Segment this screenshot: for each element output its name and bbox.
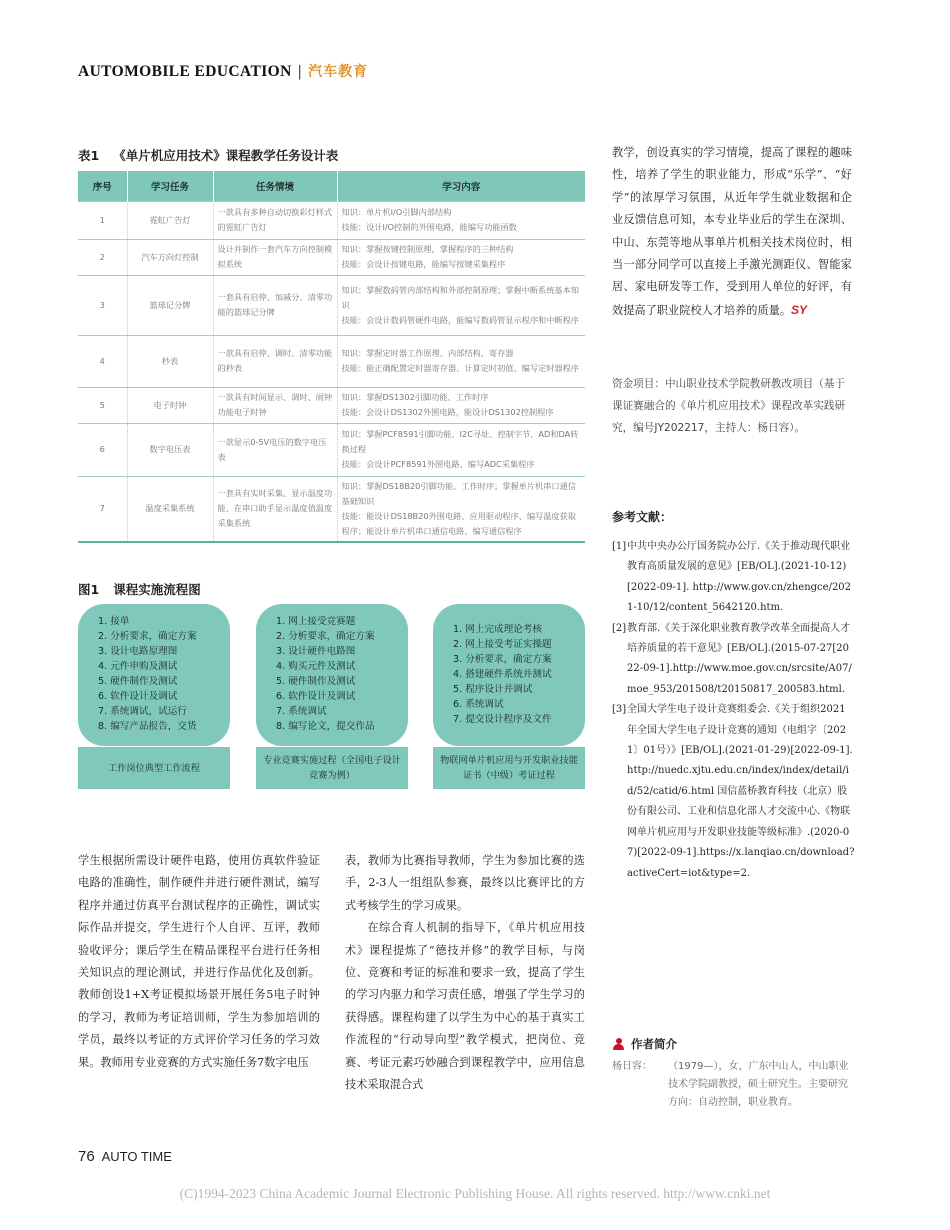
flow-step: 3. 设计电路原理图: [98, 646, 178, 657]
flow-label-job: 工作岗位典型工作流程: [78, 747, 230, 789]
row-task: 秒表: [127, 335, 213, 387]
flow-step: 7. 提交设计程序及文件: [453, 714, 552, 725]
row-scenario: 一款显示0-5V电压的数字电压表: [213, 423, 337, 476]
row-number: 7: [78, 476, 127, 542]
row-content: [337, 423, 585, 476]
flow-step: 3. 设计硬件电路图: [276, 646, 356, 657]
flow-box-competition: [256, 604, 408, 746]
reference-number: [2]: [612, 622, 627, 634]
row-knowledge: 知识：单片机I/O引脚内部结构: [341, 207, 452, 217]
row-scenario: 一款具有多种自动切换彩灯样式的霓虹广告灯: [213, 201, 337, 239]
reference-text: 全国大学生电子设计竞赛组委会.《关于组织2021年全国大学生电子设计竞赛的通知（电组字〔2021〕01号）》[EB/OL].(2021-01-29)[2022-09-1].http://nuedc.xjtu.edu.cn/index/index/detail/id/52/catid/6.html 国信蓝桥教育科技（北京）股份有限公司、工业和信息化部人才交流中心.《物联网单片机应用与开发职业技能等级标准》.(2020-07)[2022-09-1].https://x.lanqiao.cn/download?activeCert=iot&type=2.: [627, 704, 855, 879]
flow-step: 4. 元件申购及测试: [98, 661, 178, 672]
row-content: [337, 239, 585, 275]
header-cell: 序号: [92, 181, 112, 193]
reference-text: 中共中央办公厅国务院办公厅.《关于推动现代职业教育高质量发展的意见》[EB/OL].(2021-10-12)[2022-09-1]. http://www.gov.cn/zhengce/2021-10/12/content_5642120.htm.: [627, 541, 852, 614]
header-cell: 任务情境: [213, 171, 337, 201]
row-knowledge: 知识：掌握DS18B20引脚功能、工作时序；掌握单片机串口通信基础知识: [341, 480, 576, 506]
row-skill: 技能：会设计数码管硬件电路，能编写数码管显示程序和中断程序: [341, 314, 579, 325]
flow-step: 7. 系统调试: [276, 706, 327, 717]
flow-step: 5. 程序设计并调试: [453, 684, 533, 695]
fund-note: 资金项目：中山职业技术学院教研教改项目（基于课证赛融合的《单片机应用技术》课程改革实践研究，编号JY202217，主持人：杨日容）。: [612, 378, 846, 434]
row-content: [337, 387, 585, 423]
table-row: [78, 476, 585, 542]
figure-caption-title: 课程实施流程图: [113, 582, 201, 597]
row-knowledge: 知识：掌握DS1302引脚功能、工作时序: [341, 392, 489, 402]
row-task: 霓虹广告灯: [127, 201, 213, 239]
row-task: 数字电压表: [127, 423, 213, 476]
row-scenario: 一款具有时间显示、调时、闹钟功能电子时钟: [213, 387, 337, 423]
table-caption-title: 《单片机应用技术》课程教学任务设计表: [113, 148, 339, 163]
row-number: 6: [78, 423, 127, 476]
row-number: 2: [78, 239, 127, 275]
flow-label-certificate: 物联网单片机应用与开发职业技能证书（中级）考证过程: [433, 747, 585, 789]
row-task: 温度采集系统: [127, 476, 213, 542]
flow-step: 5. 硬件制作及测试: [276, 676, 356, 687]
reference-number: [3]: [612, 704, 627, 716]
reference-number: [1]: [612, 541, 627, 552]
row-skill: 技能：会设计PCF8591外围电路、编写ADC采集程序: [341, 459, 535, 469]
table-row: [78, 423, 585, 476]
header-en: AUTOMOBILE EDUCATION: [78, 63, 292, 80]
flow-step: 2. 分析要求，确定方案: [98, 631, 197, 642]
flow-step: 6. 软件设计及调试: [276, 691, 356, 702]
flow-step: 3. 分析要求，确定方案: [453, 654, 552, 665]
header-separator: |: [297, 63, 302, 80]
author-bio: [612, 1058, 857, 1112]
task-design-table: [78, 171, 585, 543]
flow-step: 5. 硬件制作及测试: [98, 676, 178, 687]
figure-caption: [78, 580, 201, 598]
copyright-notice: (C)1994-2023 China Academic Journal Electronic Publishing House. All rights reserved. http://www.cnki.net: [179, 1186, 771, 1201]
person-icon: [612, 1038, 625, 1051]
row-knowledge: 知识：掌握数码管内部结构和外部控制原理；掌握中断系统基本知识: [341, 284, 579, 310]
flow-step: 8. 编写论文，提交作品: [276, 721, 375, 732]
flow-step: 4. 购买元件及测试: [276, 661, 356, 672]
row-content: [337, 275, 585, 335]
flow-step: 1. 网上完成理论考核: [453, 624, 542, 635]
author-section-title: [612, 1036, 677, 1052]
journal-name: AUTO TIME: [101, 1149, 172, 1164]
row-content: [337, 476, 585, 542]
row-skill: 技能：能正确配置定时器寄存器、计算定时初值、编写定时器程序: [341, 363, 579, 373]
flow-label-competition: 专业竞赛实施过程（全国电子设计竞赛为例）: [256, 747, 408, 789]
row-skill: 技能：设计I/O控制的外围电路，能编写功能函数: [341, 222, 517, 232]
right-column-paragraph: [612, 142, 852, 322]
row-skill: 技能：能设计DS18B20外围电路、应用驱动程序、编写温度获取程序；能设计单片机串口通信电路、编写通信程序: [341, 510, 576, 536]
row-content: [337, 335, 585, 387]
row-task: 篮球记分牌: [127, 275, 213, 335]
reference-item: [612, 537, 855, 619]
row-number: 5: [78, 387, 127, 423]
reference-text: 教育部.《关于深化职业教育教学改革全面提高人才培养质量的若干意见》[EB/OL].(2015-07-27[2022-09-1].http://www.moe.gov.cn/srcsite/A07/moe_953/201508/t20150817_200583.html.: [627, 622, 852, 695]
table-caption-number: 表1: [78, 148, 100, 163]
table-caption: [78, 146, 338, 164]
row-knowledge: 知识：掌握PCF8591引脚功能、I2C寻址、控制字节、AD和DA转换过程: [341, 429, 579, 454]
page-number: 76: [78, 1148, 95, 1165]
flow-step: 4. 搭建硬件系统并测试: [453, 669, 552, 680]
row-scenario: 设计并制作一套汽车方向控制模拟系统: [213, 239, 337, 275]
row-number: 1: [78, 201, 127, 239]
author-text: （1979—），女，广东中山人，中山职业技术学院副教授，硕士研究生。主要研究方向：自动控制，职业教育。: [668, 1061, 849, 1108]
row-scenario: 一款具有启停、调时、清零功能的秒表: [213, 335, 337, 387]
flow-box-certificate: [433, 604, 585, 746]
flow-step: 6. 软件设计及调试: [98, 691, 178, 702]
header-cell: 学习任务: [127, 171, 213, 201]
flow-step: 2. 网上接受考证实操题: [453, 639, 552, 650]
flow-step: 7. 系统调试，试运行: [98, 706, 187, 717]
header-cn: 汽车教育: [308, 64, 369, 80]
row-content: [337, 201, 585, 239]
paragraph-text: 教学，创设真实的学习情境，提高了课程的趣味性，培养了学生的职业能力，形成“乐学”、“好学”的浓厚学习氛围，从近年学生就业数据和企业反馈信息可知，本专业毕业后的学生在深圳、中山、东莞等地从事单片机相关技术岗位时，相当一部分同学可以直接上手激光测距仪、智能家居、家电研发等工作，受到用人单位的好评，有效提高了职业院校人才培养的质量。: [612, 146, 852, 317]
row-task: 电子时钟: [127, 387, 213, 423]
row-number: 3: [78, 275, 127, 335]
author-title-text: 作者简介: [631, 1037, 677, 1051]
reference-item: [612, 700, 855, 884]
table-header-row: [78, 171, 585, 201]
reference-item: [612, 619, 855, 701]
flow-step: 6. 系统调试: [453, 699, 504, 710]
page-footer: [78, 1148, 172, 1165]
table-row: [78, 239, 585, 275]
table-row: [78, 335, 585, 387]
row-knowledge: 知识：掌握定时器工作原理、内部结构、寄存器: [341, 348, 514, 358]
table-row: [78, 387, 585, 423]
journal-mark: SY: [791, 302, 808, 317]
table-row: [78, 201, 585, 239]
middle-paragraph-1: 表，教师为比赛指导教师，学生为参加比赛的选手，2-3人一组组队参赛，最终以比赛评比的方式考核学生的学习成果。: [345, 854, 585, 912]
middle-column: [345, 850, 585, 1096]
flow-step: 1. 接单: [98, 616, 130, 627]
row-task: 汽车方向灯控制: [127, 239, 213, 275]
flow-step: 8. 编写产品报告，交货: [98, 721, 197, 732]
figure-caption-number: 图1: [78, 582, 100, 597]
running-header: [78, 61, 368, 81]
flow-step: 2. 分析要求，确定方案: [276, 631, 375, 642]
flow-box-job: [78, 604, 230, 746]
left-column-paragraph: 学生根据所需设计硬件电路，使用仿真软件验证电路的准确性，制作硬件并进行硬件测试，编写程序并通过仿真平台测试程序的正确性，调试实际作品并提交，学生进行个人自评、互评，教师验收评分；课后学生在精品课程平台进行任务相关知识点的理论测试，并进行作品优化及创新。教师创设1+X考证模拟场景开展任务5电子时钟的学习，教师为考证培训师，学生为参加培训的学员，最终以考证的方式评价学习任务的学习效果。教师用专业竞赛的方式实施任务7数字电压: [78, 854, 320, 1069]
flow-step: 1. 网上接受竞赛题: [276, 616, 356, 627]
author-name: 杨日容：: [612, 1061, 652, 1072]
row-skill: 技能：会设计DS1302外围电路，能设计DS1302控制程序: [341, 407, 554, 417]
row-scenario: 一套具有实时采集、显示温度功能、在串口助手显示温度值温度采集系统: [213, 476, 337, 542]
header-cell: 学习内容: [337, 171, 585, 201]
middle-paragraph-2: 在综合育人机制的指导下，《单片机应用技术》课程提炼了“德技并修”的教学目标，与岗位、竞赛和考证的标准和要求一致，提高了学生的学习内驱力和学习责任感，增强了学生学习的获得感。课程构建了以学生为中心的基于真实工作流程的“行动导向型”教学模式，把岗位、竞赛、考证元素巧妙融合到课程教学中，应用信息技术采取混合式: [345, 921, 585, 1092]
references-title: 参考文献：: [612, 510, 673, 524]
table-row: [78, 275, 585, 335]
row-skill: 技能：会设计按键电路，能编写按键采集程序: [341, 259, 506, 269]
references-list: [612, 537, 855, 884]
row-scenario: 一套具有启停、加减分、清零功能的篮球记分牌: [213, 275, 337, 335]
row-knowledge: 知识：掌握按键控制原理，掌握程序的三种结构: [341, 244, 514, 254]
row-number: 4: [78, 335, 127, 387]
